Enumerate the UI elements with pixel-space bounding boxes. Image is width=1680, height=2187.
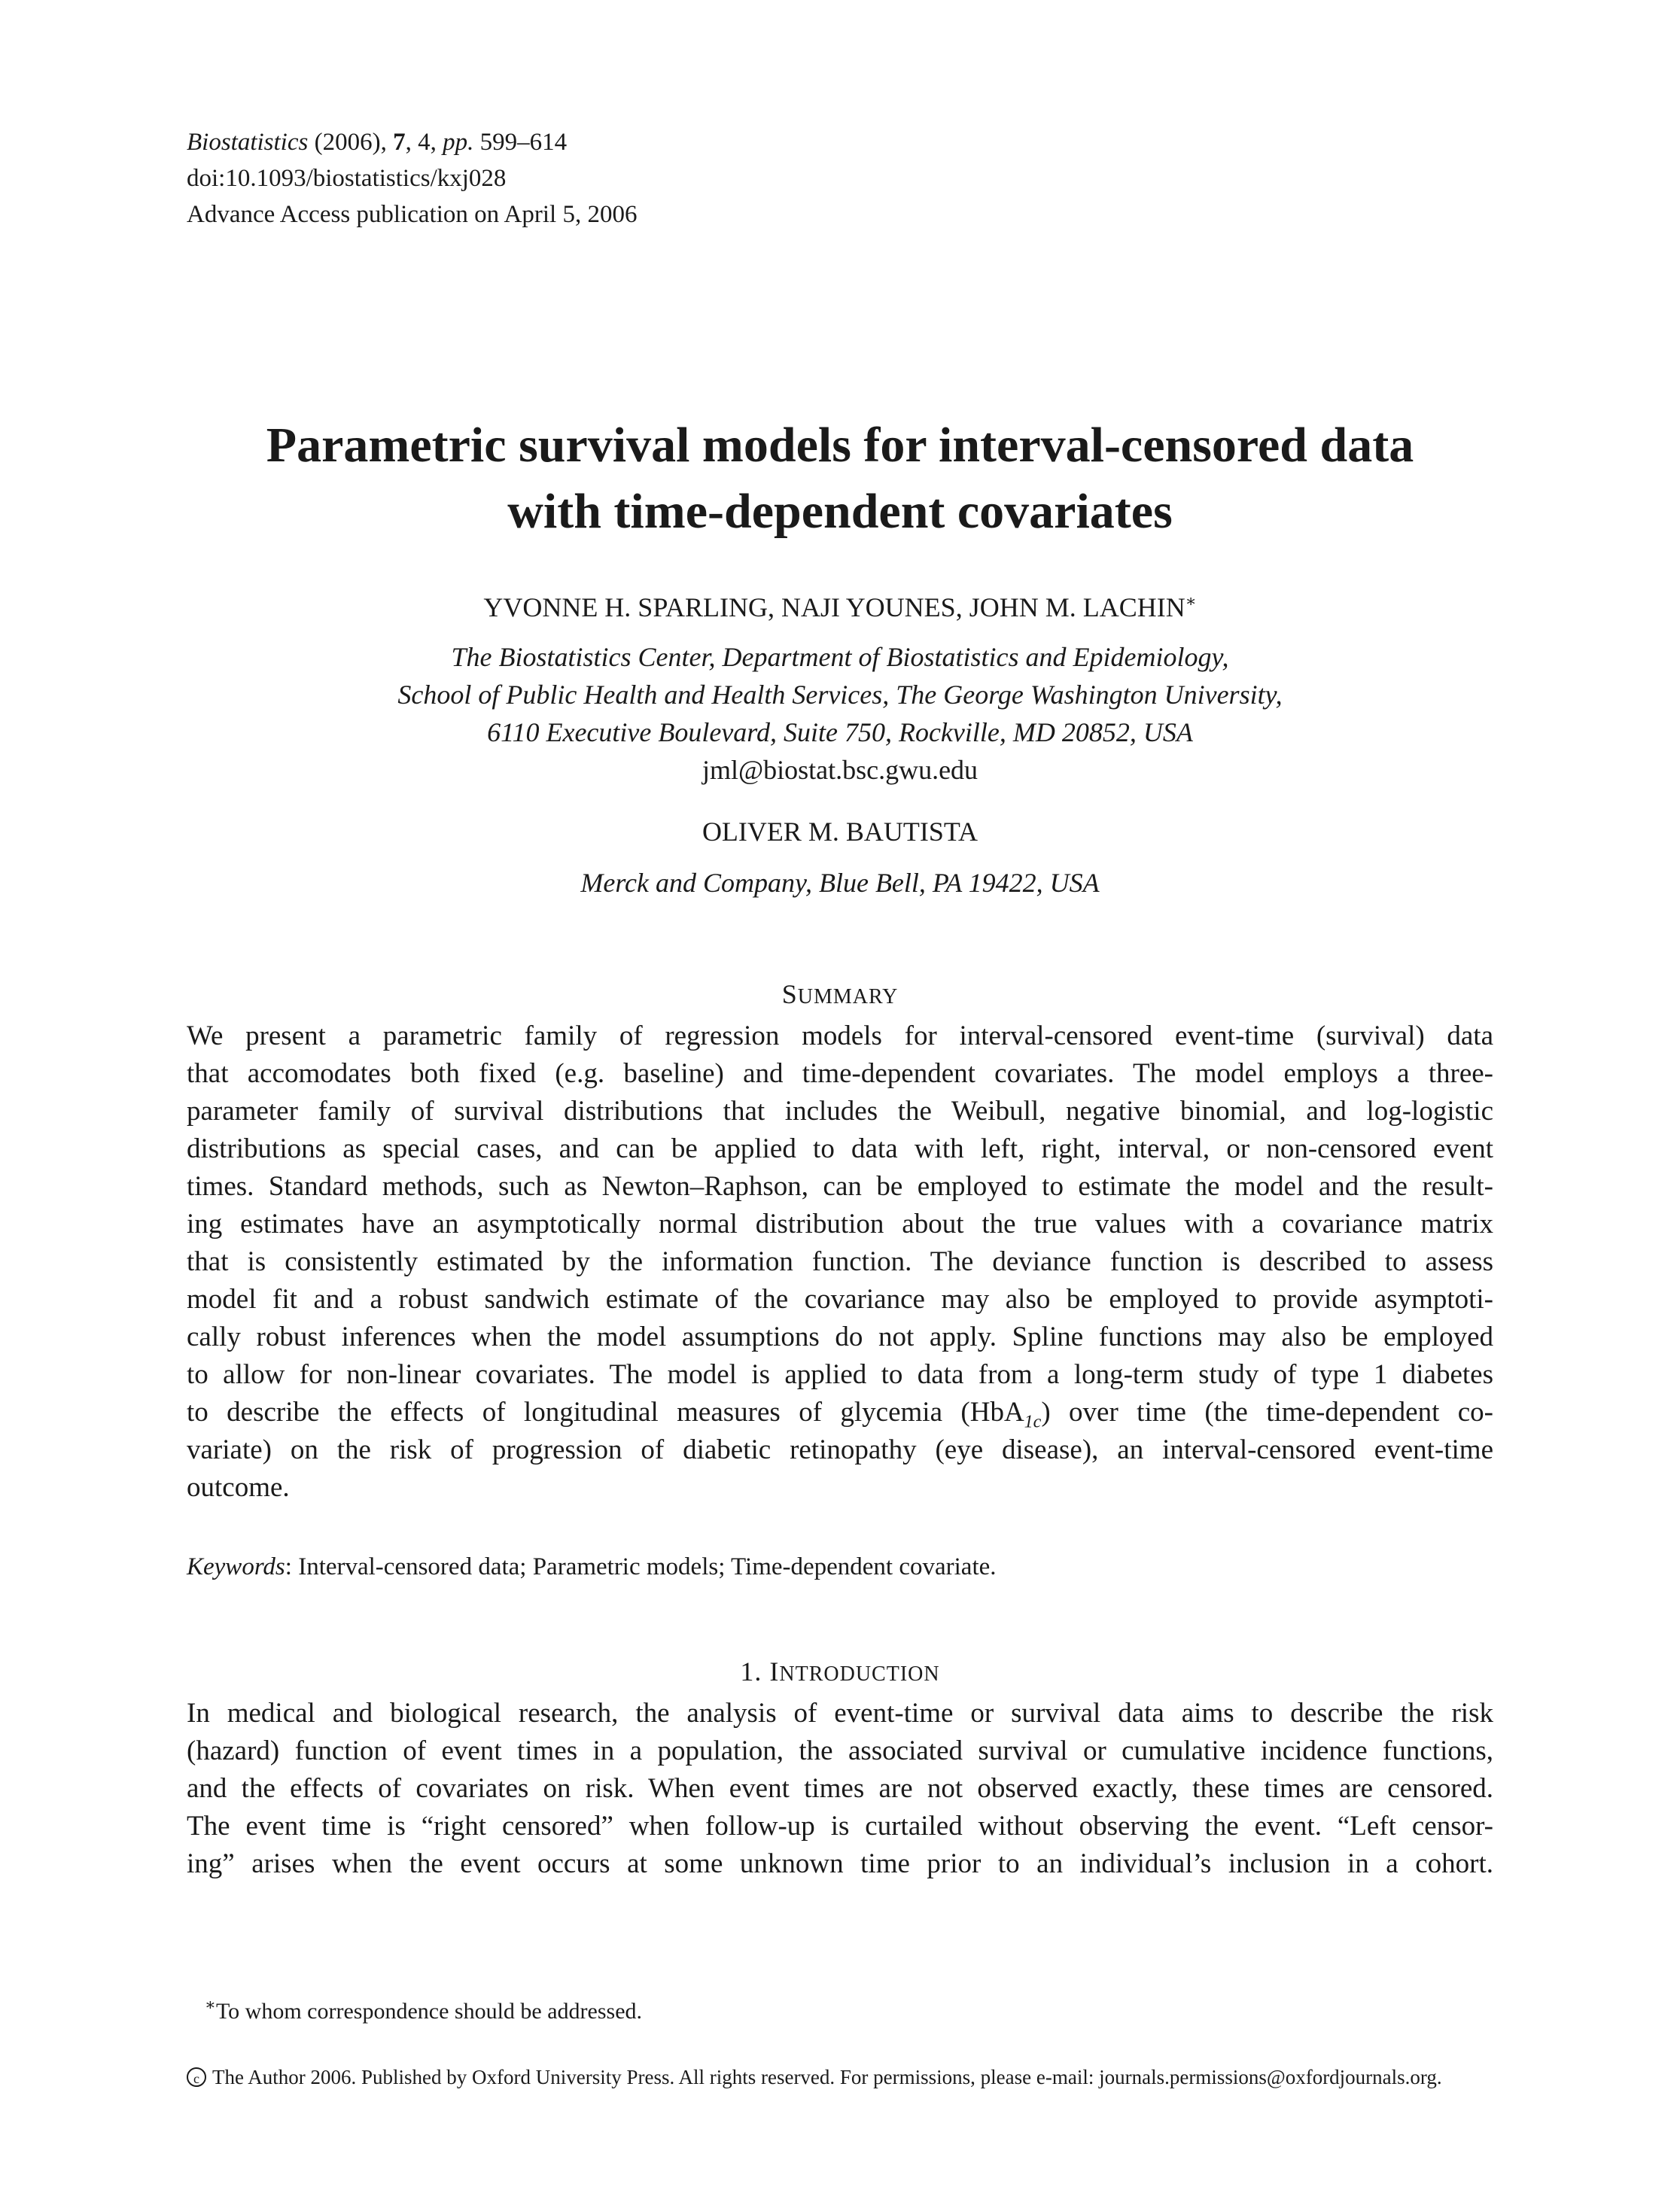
affiliation-1-line-3: 6110 Executive Boulevard, Suite 750, Rockville, MD 20852, USA (487, 717, 1193, 747)
title-line-2: with time-dependent covariates (507, 484, 1173, 539)
affiliation-1-line-2: School of Public Health and Health Services, The George Washington University, (397, 680, 1283, 710)
affiliation-1-line-1: The Biostatistics Center, Department of Biostatistics and Epidemiology, (451, 642, 1229, 672)
author-list-1 (187, 589, 1493, 626)
journal-name: Biostatistics (187, 129, 309, 156)
keywords-label: Keywords (187, 1553, 285, 1580)
affiliation-1 (187, 638, 1493, 789)
summary-line-11-post: ) over time (the time-dependent co- (1041, 1397, 1493, 1428)
introduction-heading-rest: NTRODUCTION (779, 1662, 940, 1686)
summary-line: cally robust inferences when the model assumptions do not apply. Spline functions may also be employed (187, 1322, 1493, 1352)
pages-label: pp. (443, 129, 474, 156)
journal-volume: 7 (393, 129, 406, 156)
introduction-heading (187, 1656, 1493, 1687)
footnote-text: To whom correspondence should be addressed. (215, 1999, 643, 2024)
journal-year: (2006), (308, 129, 394, 156)
summary-heading-rest: UMMARY (797, 985, 899, 1008)
keywords-text: : Interval-censored data; Parametric models; Time-dependent covariate. (285, 1553, 997, 1580)
summary-line: ing estimates have an asymptotically normal distribution about the true values with a covariance matrix (187, 1209, 1493, 1240)
journal-issue: , 4, (405, 129, 443, 156)
copyright-text: The Author 2006. Published by Oxford University Press. All rights reserved. For permissions, please e-mail: journals.permissions@oxfordjournals.org. (212, 2066, 1442, 2088)
introduction-paragraph (187, 1695, 1493, 1883)
paper-title (187, 412, 1493, 545)
corresponding-mark: ∗ (1185, 592, 1197, 610)
introduction-number: 1. (740, 1656, 770, 1687)
summary-line: that is consistently estimated by the information function. The deviance function is described to assess (187, 1246, 1493, 1277)
footnote-mark: ∗ (205, 1995, 216, 2014)
summary-line: to allow for non-linear covariates. The model is applied to data from a long-term study of type 1 diabetes (187, 1359, 1493, 1390)
citation-line (187, 124, 637, 160)
doi-line: doi:10.1093/biostatistics/kxj028 (187, 165, 507, 192)
intro-line: ing” arises when the event occurs at some unknown time prior to an individual’s inclusion in a cohort. (187, 1848, 1493, 1879)
summary-line: model fit and a robust sandwich estimate of the covariance may also be employed to provide asymptoti- (187, 1284, 1493, 1315)
journal-header (187, 124, 637, 233)
summary-line: times. Standard methods, such as Newton–Raphson, can be employed to estimate the model and the result- (187, 1171, 1493, 1202)
intro-line: In medical and biological research, the analysis of event-time or survival data aims to describe the risk (187, 1698, 1493, 1729)
summary-line: that accomodates both fixed (e.g. baseline) and time-dependent covariates. The model employs a three- (187, 1058, 1493, 1089)
author-list-2: OLIVER M. BAUTISTA (702, 817, 978, 847)
keywords (187, 1549, 997, 1585)
summary-line: parameter family of survival distributions that includes the Weibull, negative binomial, and log-logistic (187, 1096, 1493, 1127)
author-names-1: YVONNE H. SPARLING, NAJI YOUNES, JOHN M. LACHIN (483, 592, 1185, 622)
summary-line (187, 1394, 1493, 1431)
title-line-1: Parametric survival models for interval-censored data (266, 418, 1414, 473)
affiliation-2: Merck and Company, Blue Bell, PA 19422, USA (580, 868, 1100, 898)
hba1c-subscript: 1c (1024, 1412, 1042, 1432)
summary-line: We present a parametric family of regression models for interval-censored event-time (survival) data (187, 1020, 1493, 1051)
copyright-line (187, 2062, 1442, 2092)
copyright-icon: c (187, 2067, 206, 2087)
intro-line: (hazard) function of event times in a population, the associated survival or cumulative incidence functions, (187, 1735, 1493, 1766)
summary-line-11-pre: to describe the effects of longitudinal measures of glycemia (HbA (187, 1397, 1024, 1428)
summary-line: variate) on the risk of progression of diabetic retinopathy (eye disease), an interval-censored event-time (187, 1434, 1493, 1465)
correspondence-footnote (205, 1996, 642, 2027)
summary-paragraph (187, 1017, 1493, 1507)
author-email: jml@biostat.bsc.gwu.edu (702, 755, 978, 785)
journal-pages: 599–614 (473, 129, 568, 156)
advance-access-line: Advance Access publication on April 5, 2006 (187, 201, 638, 228)
summary-heading (187, 978, 1493, 1010)
introduction-heading-initial: I (769, 1656, 780, 1687)
summary-line: outcome. (187, 1472, 290, 1503)
intro-line: and the effects of covariates on risk. When event times are not observed exactly, these times are censored. (187, 1773, 1493, 1804)
summary-heading-initial: S (781, 979, 798, 1009)
summary-line: distributions as special cases, and can be applied to data with left, right, interval, or non-censored event (187, 1133, 1493, 1164)
intro-line: The event time is “right censored” when follow-up is curtailed without observing the event. “Left censor- (187, 1811, 1493, 1842)
